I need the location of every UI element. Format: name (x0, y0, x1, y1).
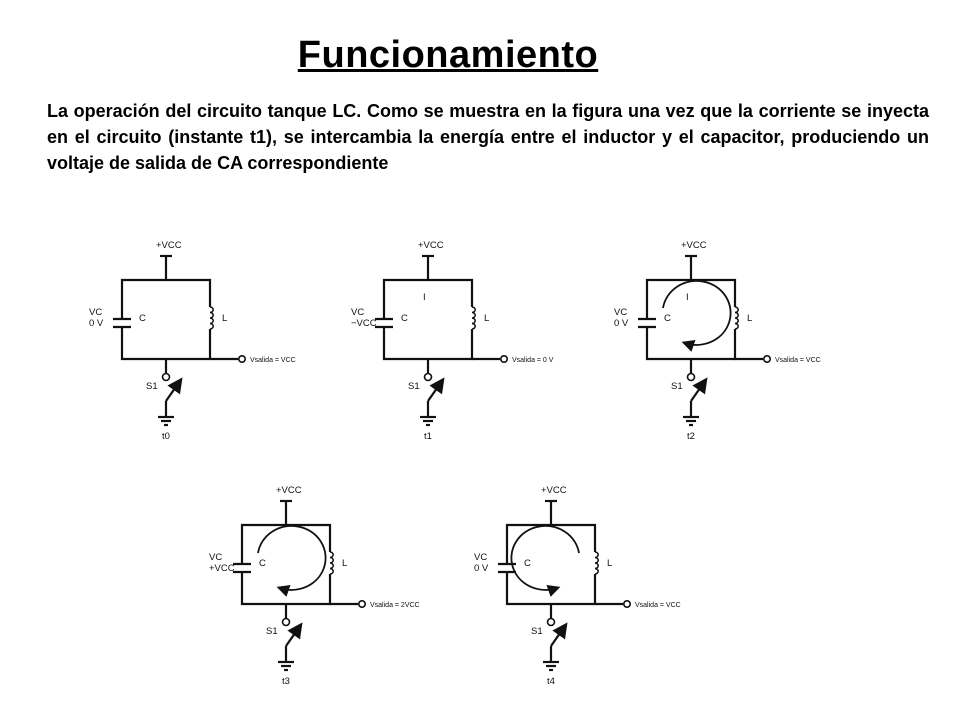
vc-value-label: 0 V (614, 318, 629, 329)
inductor-coil (210, 313, 213, 319)
switch-label: S1 (671, 381, 683, 392)
time-label: t3 (282, 676, 290, 687)
switch-contact (425, 374, 432, 381)
output-voltage-label: Vsalida = VCC (250, 357, 296, 364)
vcc-label: +VCC (156, 240, 182, 251)
inductor-coil (472, 307, 475, 313)
lc-circuit-t1 (351, 240, 554, 442)
lc-tank-circuit-figure (62, 212, 832, 690)
lc-circuit-t4 (474, 485, 681, 687)
vc-value-label: 0 V (474, 563, 489, 574)
inductor-coil (595, 552, 598, 558)
inductor-label: L (747, 313, 753, 324)
switch-contact (163, 374, 170, 381)
description-paragraph: La operación del circuito tanque LC. Como se muestra en la figura una vez que la corriente se inyecta en el circuito (instante t1), se intercambia la energía entre el inductor y el capacitor, produciendo un voltaje de salida de CA correspondiente (47, 101, 929, 173)
switch-contact (688, 374, 695, 381)
vcc-label: +VCC (276, 485, 302, 496)
switch-contact (283, 619, 290, 626)
bottom-wire (122, 329, 210, 359)
inductor-label: L (607, 558, 613, 569)
lc-circuit-t0 (89, 240, 296, 442)
lc-circuit-t3 (209, 485, 420, 687)
inductor-coil (735, 313, 738, 319)
top-wire (242, 525, 330, 564)
output-voltage-label: Vsalida = VCC (775, 357, 821, 364)
inductor-coil (472, 313, 475, 319)
vc-label: VC (474, 552, 488, 563)
time-label: t0 (162, 431, 170, 442)
inductor-label: L (342, 558, 348, 569)
circuit-diagram-svg (62, 212, 832, 690)
inductor-coil (210, 324, 213, 330)
switch-label: S1 (531, 626, 543, 637)
switch-label: S1 (408, 381, 420, 392)
bottom-wire (384, 329, 472, 359)
vcc-label: +VCC (681, 240, 707, 251)
switch-lever (166, 381, 180, 401)
capacitor-label: C (524, 558, 531, 569)
capacitor-label: C (259, 558, 266, 569)
inductor-coil (330, 563, 333, 569)
inductor-label: L (484, 313, 490, 324)
switch-lever (286, 626, 300, 646)
output-voltage-label: Vsalida = 0 V (512, 357, 554, 364)
vc-label: VC (209, 552, 223, 563)
inductor-coil (330, 558, 333, 564)
output-terminal (359, 601, 365, 607)
inductor-coil (735, 324, 738, 330)
vcc-label: +VCC (418, 240, 444, 251)
time-label: t1 (424, 431, 432, 442)
inductor-coil (735, 318, 738, 324)
output-terminal (501, 356, 507, 362)
inductor-coil (735, 307, 738, 313)
current-label: I (423, 292, 426, 303)
current-loop-arrow (511, 526, 579, 590)
switch-contact (548, 619, 555, 626)
inductor-coil (472, 324, 475, 330)
inductor-coil (595, 563, 598, 569)
inductor-coil (210, 307, 213, 313)
current-loop-arrow (258, 526, 326, 590)
top-wire (507, 525, 595, 564)
top-wire (647, 280, 735, 319)
vc-label: VC (89, 307, 103, 318)
switch-label: S1 (266, 626, 278, 637)
output-terminal (624, 601, 630, 607)
switch-lever (551, 626, 565, 646)
vc-value-label: +VCC (209, 563, 235, 574)
vc-label: VC (614, 307, 628, 318)
top-wire (384, 280, 472, 319)
top-wire (122, 280, 210, 319)
output-terminal (764, 356, 770, 362)
time-label: t2 (687, 431, 695, 442)
inductor-coil (330, 569, 333, 575)
vc-value-label: 0 V (89, 318, 104, 329)
inductor-coil (472, 318, 475, 324)
current-loop-arrow (663, 281, 731, 345)
inductor-coil (595, 569, 598, 575)
inductor-coil (210, 318, 213, 324)
switch-label: S1 (146, 381, 158, 392)
output-voltage-label: Vsalida = VCC (635, 602, 681, 609)
vcc-label: +VCC (541, 485, 567, 496)
page-title: Funcionamiento (297, 34, 599, 76)
switch-lever (691, 381, 705, 401)
output-terminal (239, 356, 245, 362)
capacitor-label: C (401, 313, 408, 324)
capacitor-label: C (139, 313, 146, 324)
inductor-label: L (222, 313, 228, 324)
lc-circuit-t2 (614, 240, 821, 442)
vc-label: VC (351, 307, 365, 318)
time-label: t4 (547, 676, 555, 687)
inductor-coil (330, 552, 333, 558)
output-voltage-label: Vsalida = 2VCC (370, 602, 420, 609)
vc-value-label: −VCC (351, 318, 377, 329)
switch-lever (428, 381, 442, 401)
capacitor-label: C (664, 313, 671, 324)
current-label: I (686, 292, 689, 303)
inductor-coil (595, 558, 598, 564)
